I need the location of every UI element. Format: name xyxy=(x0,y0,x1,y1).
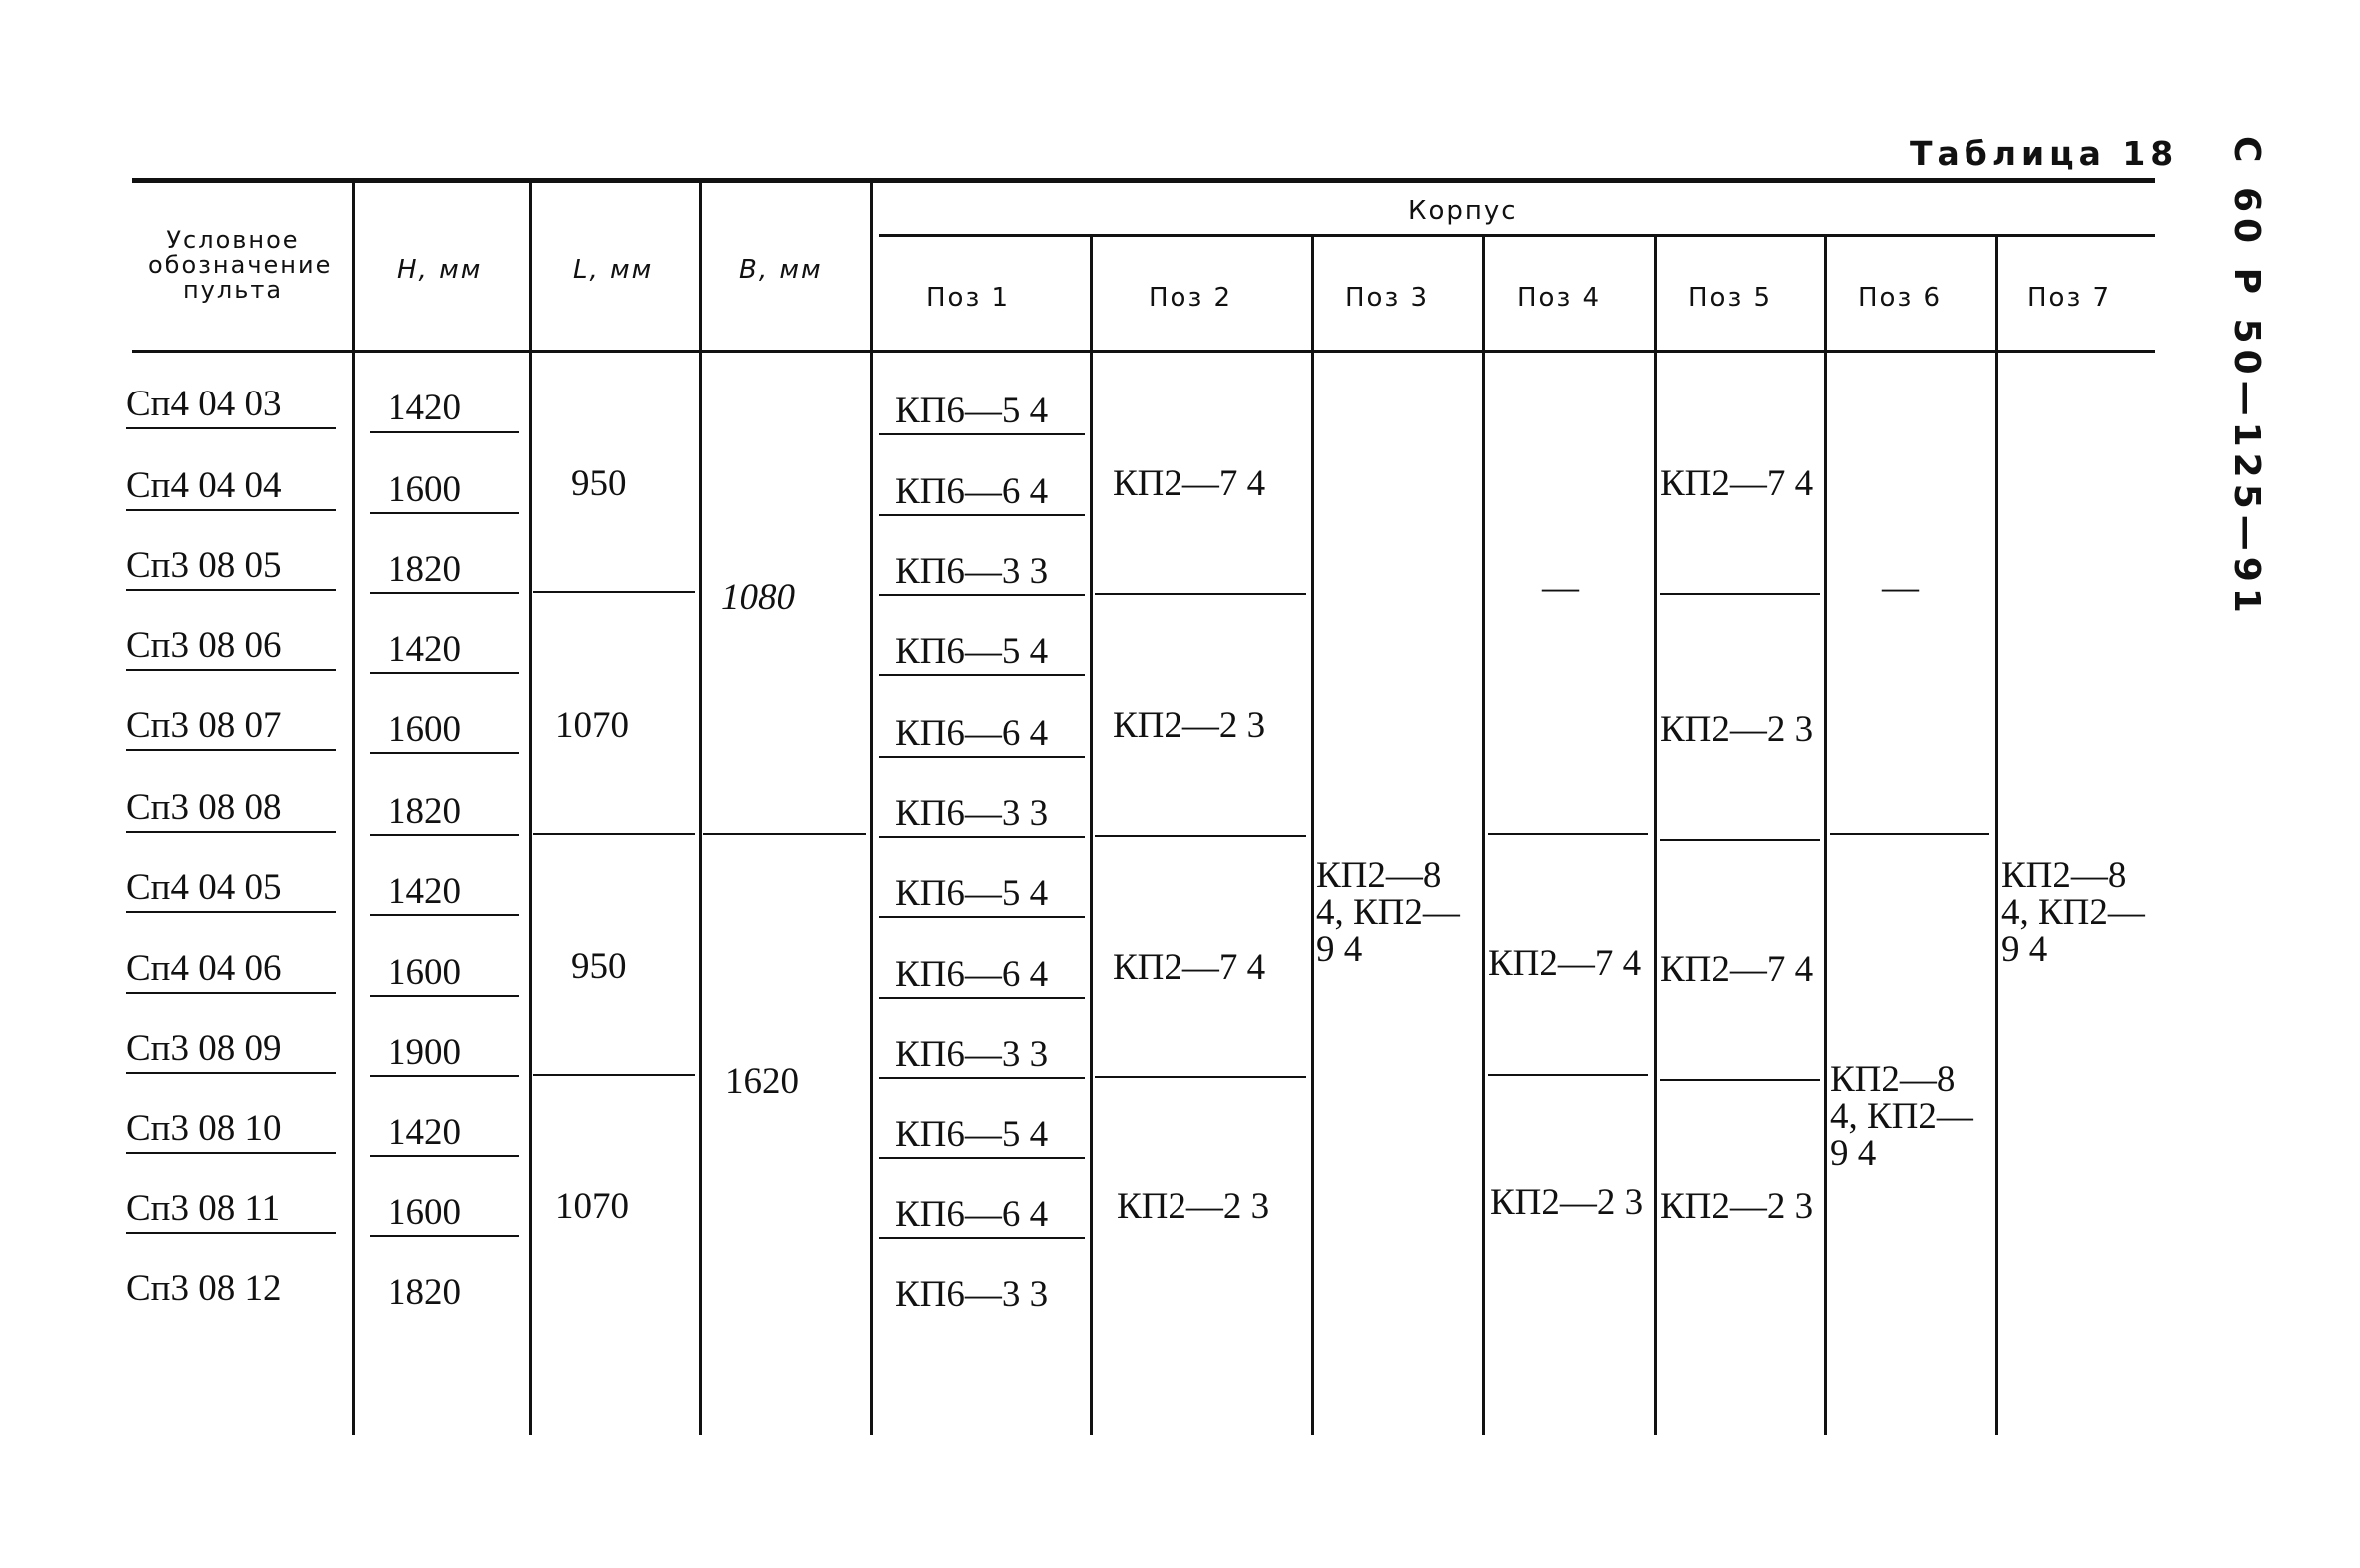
column-divider xyxy=(699,182,702,1435)
pos1-value: КП6—6 4 xyxy=(895,713,1049,754)
pos1-value: КП6—3 3 xyxy=(895,1274,1049,1315)
row-designation: Сп4 04 05 xyxy=(126,867,282,908)
row-underline xyxy=(126,749,336,751)
row-designation: Сп3 08 08 xyxy=(126,787,282,828)
header-pos-7: Поз 7 xyxy=(2027,283,2112,313)
header-designation: Условное обозначение пульта xyxy=(148,226,333,305)
pos1-value: КП6—5 4 xyxy=(895,391,1049,431)
column-divider xyxy=(1824,237,1827,1435)
pos6-value: КП2—8 4, КП2—9 4 xyxy=(1830,1059,1973,1174)
column-divider xyxy=(870,182,873,1435)
pos7-value: КП2—8 4, КП2—9 4 xyxy=(2001,855,2145,970)
pos5-value: КП2—7 4 xyxy=(1660,949,1814,990)
l-separator xyxy=(533,591,695,593)
row-underline xyxy=(126,1232,336,1234)
row-underline xyxy=(126,1152,336,1154)
pos2-value: КП2—7 4 xyxy=(1113,947,1266,988)
h-underline xyxy=(370,1155,519,1157)
l-value: 950 xyxy=(571,463,627,504)
row-h-value: 1600 xyxy=(388,952,461,993)
header-bottom-rule xyxy=(132,350,2155,353)
pos1-underline xyxy=(879,514,1085,516)
pos1-underline xyxy=(879,674,1085,676)
pos1-value: КП6—6 4 xyxy=(895,1194,1049,1235)
pos3-value: КП2—8 4, КП2—9 4 xyxy=(1316,855,1460,970)
column-divider xyxy=(529,182,532,1435)
l-value: 1070 xyxy=(555,705,629,746)
row-designation: Сп3 08 11 xyxy=(126,1188,281,1229)
row-h-value: 1420 xyxy=(388,388,461,428)
column-divider xyxy=(1654,237,1657,1435)
pos2-separator xyxy=(1095,1076,1306,1078)
row-designation: Сп4 04 04 xyxy=(126,465,282,506)
row-designation: Сп3 08 05 xyxy=(126,545,282,586)
row-h-value: 1820 xyxy=(388,791,461,832)
table-top-rule xyxy=(132,178,2155,183)
row-h-value: 1900 xyxy=(388,1032,461,1073)
b-value: 1080 xyxy=(721,577,795,618)
row-h-value: 1600 xyxy=(388,1192,461,1233)
row-h-value: 1420 xyxy=(388,629,461,670)
pos2-separator xyxy=(1095,593,1306,595)
pos1-underline xyxy=(879,916,1085,918)
pos1-underline xyxy=(879,594,1085,596)
pos1-value: КП6—3 3 xyxy=(895,793,1049,834)
h-underline xyxy=(370,834,519,836)
h-underline xyxy=(370,512,519,514)
row-h-value: 1600 xyxy=(388,469,461,510)
row-underline xyxy=(126,1072,336,1074)
pos1-value: КП6—5 4 xyxy=(895,1114,1049,1155)
pos4-value: — xyxy=(1542,567,1579,608)
pos6-value: — xyxy=(1882,567,1919,608)
pos4-value: КП2—2 3 xyxy=(1490,1182,1644,1223)
pos1-value: КП6—5 4 xyxy=(895,631,1049,672)
row-underline xyxy=(126,589,336,591)
h-underline xyxy=(370,1235,519,1237)
column-divider xyxy=(352,182,355,1435)
pos5-value: КП2—7 4 xyxy=(1660,463,1814,504)
l-separator xyxy=(533,1074,695,1076)
table-title: Таблица 18 xyxy=(1910,134,2179,173)
pos1-underline xyxy=(879,1077,1085,1079)
header-pos-2: Поз 2 xyxy=(1149,283,1233,313)
pos1-underline xyxy=(879,1157,1085,1159)
header-pos-4: Поз 4 xyxy=(1517,283,1602,313)
pos1-underline xyxy=(879,997,1085,999)
pos1-underline xyxy=(879,433,1085,435)
row-designation: Сп4 04 03 xyxy=(126,384,282,424)
column-divider xyxy=(1090,237,1093,1435)
b-separator xyxy=(703,833,866,835)
pos5-separator xyxy=(1660,1079,1820,1081)
column-divider xyxy=(1311,237,1314,1435)
header-h: H, мм xyxy=(397,255,483,285)
h-underline xyxy=(370,431,519,433)
row-designation: Сп3 08 07 xyxy=(126,705,282,746)
row-designation: Сп3 08 06 xyxy=(126,625,282,666)
row-designation: Сп3 08 10 xyxy=(126,1108,282,1149)
pos4-separator xyxy=(1488,1074,1648,1076)
pos5-value: КП2—2 3 xyxy=(1660,1186,1814,1227)
row-underline xyxy=(126,669,336,671)
header-pos-1: Поз 1 xyxy=(926,283,1011,313)
korpus-rule xyxy=(879,234,2155,237)
side-document-code: С 60 Р 50—125—91 xyxy=(2226,136,2267,619)
pos2-value: КП2—2 3 xyxy=(1113,705,1266,746)
pos1-underline xyxy=(879,756,1085,758)
pos1-value: КП6—6 4 xyxy=(895,471,1049,512)
pos2-separator xyxy=(1095,835,1306,837)
pos4-separator xyxy=(1488,833,1648,835)
pos6-separator xyxy=(1830,833,1989,835)
header-pos-3: Поз 3 xyxy=(1345,283,1430,313)
row-h-value: 1600 xyxy=(388,709,461,750)
pos4-value: КП2—7 4 xyxy=(1488,943,1642,984)
row-underline xyxy=(126,509,336,511)
row-h-value: 1420 xyxy=(388,1112,461,1153)
column-divider xyxy=(1995,237,1998,1435)
b-value: 1620 xyxy=(725,1061,799,1102)
row-underline xyxy=(126,831,336,833)
row-h-value: 1820 xyxy=(388,549,461,590)
pos2-value: КП2—2 3 xyxy=(1117,1186,1270,1227)
h-underline xyxy=(370,914,519,916)
row-underline xyxy=(126,911,336,913)
pos1-value: КП6—5 4 xyxy=(895,873,1049,914)
header-pos-6: Поз 6 xyxy=(1858,283,1943,313)
header-l: L, мм xyxy=(573,255,654,285)
column-divider xyxy=(1482,237,1485,1435)
pos1-value: КП6—3 3 xyxy=(895,551,1049,592)
row-h-value: 1420 xyxy=(388,871,461,912)
l-value: 950 xyxy=(571,946,627,987)
pos1-underline xyxy=(879,1237,1085,1239)
row-underline xyxy=(126,992,336,994)
row-h-value: 1820 xyxy=(388,1272,461,1313)
pos1-value: КП6—3 3 xyxy=(895,1034,1049,1075)
h-underline xyxy=(370,592,519,594)
row-designation: Сп4 04 06 xyxy=(126,948,282,989)
pos5-separator xyxy=(1660,593,1820,595)
l-separator xyxy=(533,833,695,835)
h-underline xyxy=(370,752,519,754)
pos1-value: КП6—6 4 xyxy=(895,954,1049,995)
pos2-value: КП2—7 4 xyxy=(1113,463,1266,504)
row-underline xyxy=(126,427,336,429)
pos1-underline xyxy=(879,836,1085,838)
h-underline xyxy=(370,1075,519,1077)
h-underline xyxy=(370,672,519,674)
row-designation: Сп3 08 09 xyxy=(126,1028,282,1069)
pos5-value: КП2—2 3 xyxy=(1660,709,1814,750)
header-b: B, мм xyxy=(739,255,823,285)
header-pos-5: Поз 5 xyxy=(1688,283,1773,313)
header-korpus: Корпус xyxy=(1408,196,1518,226)
l-value: 1070 xyxy=(555,1186,629,1227)
h-underline xyxy=(370,995,519,997)
row-designation: Сп3 08 12 xyxy=(126,1268,282,1309)
pos5-separator xyxy=(1660,839,1820,841)
